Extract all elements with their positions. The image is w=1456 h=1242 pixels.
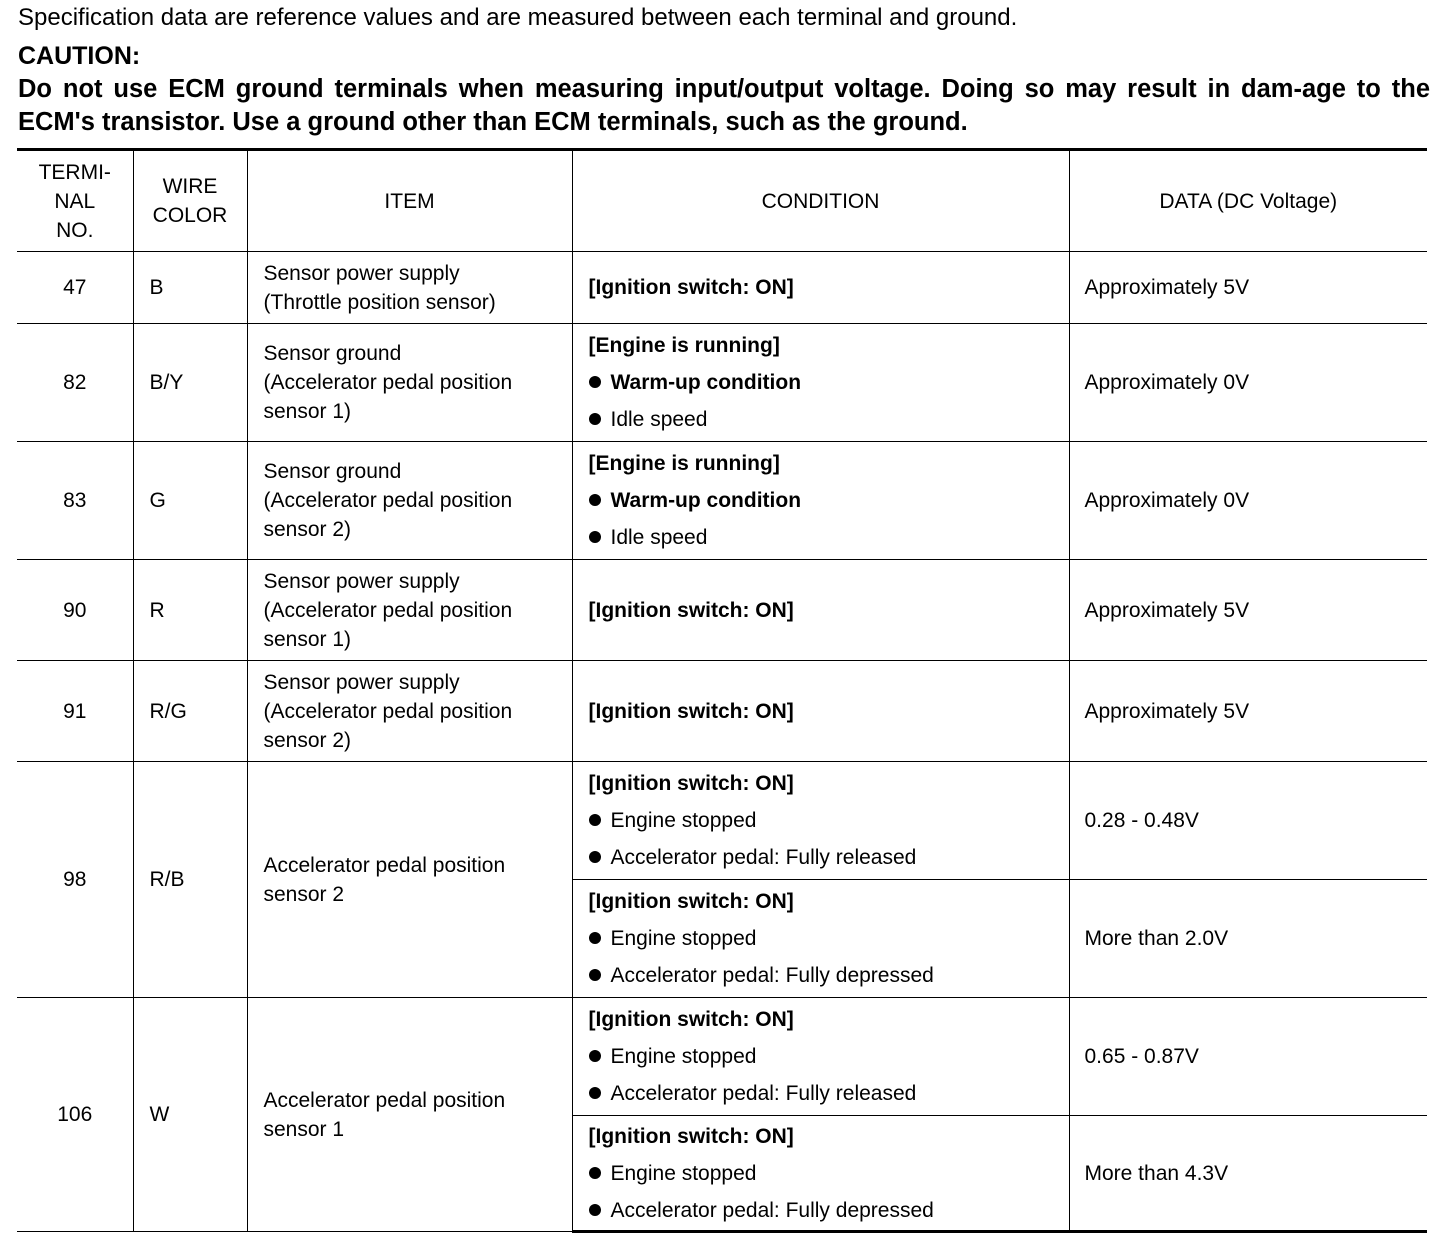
terminal-no-cell: 82	[17, 324, 133, 442]
condition-heading: [Ignition switch: ON]	[588, 1124, 794, 1148]
item-line: sensor 1	[263, 1117, 345, 1141]
data-voltage-cell: Approximately 0V	[1069, 324, 1427, 442]
item-line: sensor 2	[263, 882, 345, 906]
table-row	[17, 324, 1427, 442]
condition-cell	[572, 324, 1069, 442]
condition-bullet	[589, 364, 1069, 401]
condition-cell	[572, 560, 1069, 661]
bullet-dot-icon	[589, 1050, 601, 1062]
header-row	[17, 150, 1427, 252]
condition-cell	[572, 661, 1069, 762]
item-cell	[247, 762, 572, 998]
condition-bullet-text: Engine stopped	[610, 1161, 757, 1185]
condition-heading: [Ignition switch: ON]	[588, 276, 794, 299]
header-terminal-line: TERMI-	[38, 160, 111, 184]
item-cell	[247, 560, 572, 661]
condition-heading: [Ignition switch: ON]	[588, 699, 794, 723]
condition-bullet-text: Accelerator pedal: Fully released	[610, 1082, 917, 1105]
item-line: Sensor power supply	[263, 670, 460, 694]
condition-bullet-text: Engine stopped	[610, 927, 757, 950]
condition-bullet	[589, 482, 1069, 519]
data-voltage-cell: More than 4.3V	[1069, 1116, 1427, 1232]
header-wire-color	[133, 150, 247, 252]
condition-bullet	[589, 401, 1069, 438]
terminal-no-cell: 90	[17, 560, 133, 661]
item-cell	[247, 252, 572, 324]
item-cell	[247, 998, 572, 1232]
condition-bullet-text: Engine stopped	[610, 809, 757, 832]
table-row	[17, 560, 1427, 661]
item-line: Accelerator pedal position	[263, 1088, 506, 1112]
table-row	[17, 998, 1427, 1116]
table-row	[17, 252, 1427, 324]
bullet-dot-icon	[589, 1204, 601, 1216]
bullet-dot-icon	[589, 1167, 601, 1179]
condition-bullet	[589, 1075, 1069, 1112]
condition-bullet	[589, 957, 1069, 994]
condition-bullet	[589, 839, 1069, 876]
condition-heading: [Ignition switch: ON]	[588, 772, 794, 795]
header-terminal-line: NAL	[54, 189, 96, 213]
header-wire-line: COLOR	[152, 204, 228, 227]
wire-color-cell: R/G	[133, 661, 247, 762]
wire-color-cell: R/B	[133, 762, 247, 998]
header-item: ITEM	[247, 150, 572, 252]
bullet-dot-icon	[589, 531, 601, 543]
table-row	[17, 442, 1427, 560]
wire-color-cell: W	[133, 998, 247, 1232]
header-condition: CONDITION	[572, 150, 1069, 252]
data-voltage-cell: 0.65 - 0.87V	[1069, 998, 1427, 1116]
bullet-dot-icon	[589, 851, 601, 863]
condition-bullet	[589, 802, 1069, 839]
item-line: sensor 2)	[263, 728, 352, 752]
wire-color-cell: R	[133, 560, 247, 661]
table-row	[17, 762, 1427, 880]
caution-text: Do not use ECM ground terminals when measuring input/output voltage. Doing so may result in dam-age to the ECM's transistor. Use a ground other than ECM terminals, such as the ground.	[18, 75, 1430, 136]
data-voltage-cell: Approximately 5V	[1069, 560, 1427, 661]
terminal-no-cell: 91	[17, 661, 133, 762]
condition-bullet-text: Warm-up condition	[610, 371, 802, 394]
bullet-dot-icon	[589, 814, 601, 826]
wire-color-cell: B/Y	[133, 324, 247, 442]
condition-cell	[572, 442, 1069, 560]
condition-heading: [Engine is running]	[588, 334, 780, 357]
item-line: (Accelerator pedal position	[263, 699, 513, 723]
condition-bullet-text: Warm-up condition	[610, 489, 802, 512]
condition-heading: [Ignition switch: ON]	[588, 890, 794, 913]
item-cell	[247, 442, 572, 560]
condition-bullet	[589, 1038, 1069, 1075]
condition-cell	[572, 880, 1069, 998]
condition-bullet	[589, 1192, 1069, 1229]
terminal-spec-table	[17, 148, 1427, 1233]
condition-bullet-text: Accelerator pedal: Fully depressed	[610, 964, 934, 987]
condition-bullet-text: Accelerator pedal: Fully depressed	[610, 1198, 934, 1222]
condition-bullet-text: Idle speed	[610, 526, 708, 549]
wire-color-cell: B	[133, 252, 247, 324]
item-line: Sensor power supply	[263, 261, 460, 285]
bullet-dot-icon	[589, 932, 601, 944]
condition-cell	[572, 998, 1069, 1116]
condition-bullet-text: Engine stopped	[610, 1045, 757, 1068]
condition-bullet	[589, 519, 1069, 556]
item-line: Accelerator pedal position	[263, 853, 506, 877]
item-line: sensor 2)	[263, 518, 352, 541]
item-line: sensor 1)	[263, 627, 352, 651]
condition-bullet	[589, 1155, 1069, 1192]
data-voltage-cell: 0.28 - 0.48V	[1069, 762, 1427, 880]
data-voltage-cell: Approximately 5V	[1069, 661, 1427, 762]
item-line: (Accelerator pedal position	[263, 371, 513, 394]
item-line: Sensor power supply	[263, 569, 460, 593]
item-line: (Accelerator pedal position	[263, 598, 513, 622]
table-row	[17, 661, 1427, 762]
condition-bullet-text: Idle speed	[610, 408, 708, 431]
bullet-dot-icon	[589, 1087, 601, 1099]
bullet-dot-icon	[589, 413, 601, 425]
condition-heading: [Ignition switch: ON]	[588, 1008, 794, 1031]
condition-bullet	[589, 920, 1069, 957]
caution-title: CAUTION:	[18, 42, 141, 70]
wire-color-cell: G	[133, 442, 247, 560]
header-wire-line: WIRE	[162, 175, 218, 198]
header-data: DATA (DC Voltage)	[1069, 150, 1427, 252]
terminal-no-cell: 83	[17, 442, 133, 560]
data-voltage-cell: Approximately 5V	[1069, 252, 1427, 324]
terminal-no-cell: 98	[17, 762, 133, 998]
item-line: (Accelerator pedal position	[263, 489, 513, 512]
data-voltage-cell: More than 2.0V	[1069, 880, 1427, 998]
data-voltage-cell: Approximately 0V	[1069, 442, 1427, 560]
item-line: sensor 1)	[263, 400, 352, 423]
item-cell	[247, 324, 572, 442]
item-cell	[247, 661, 572, 762]
bullet-dot-icon	[589, 494, 601, 506]
terminal-no-cell: 106	[17, 998, 133, 1232]
bullet-dot-icon	[589, 376, 601, 388]
item-line: Sensor ground	[263, 460, 402, 483]
condition-bullet-text: Accelerator pedal: Fully released	[610, 846, 917, 869]
item-line: (Throttle position sensor)	[263, 290, 496, 314]
item-line: Sensor ground	[263, 342, 402, 365]
condition-heading: [Engine is running]	[588, 452, 780, 475]
terminal-no-cell: 47	[17, 252, 133, 324]
header-terminal-line: NO.	[56, 218, 94, 242]
intro-text: Specification data are reference values and are measured between each terminal and ground.	[18, 4, 1018, 31]
condition-heading: [Ignition switch: ON]	[588, 598, 794, 622]
condition-cell	[572, 1116, 1069, 1232]
bullet-dot-icon	[589, 969, 601, 981]
condition-cell	[572, 762, 1069, 880]
condition-cell	[572, 252, 1069, 324]
header-terminal-no	[17, 150, 133, 252]
